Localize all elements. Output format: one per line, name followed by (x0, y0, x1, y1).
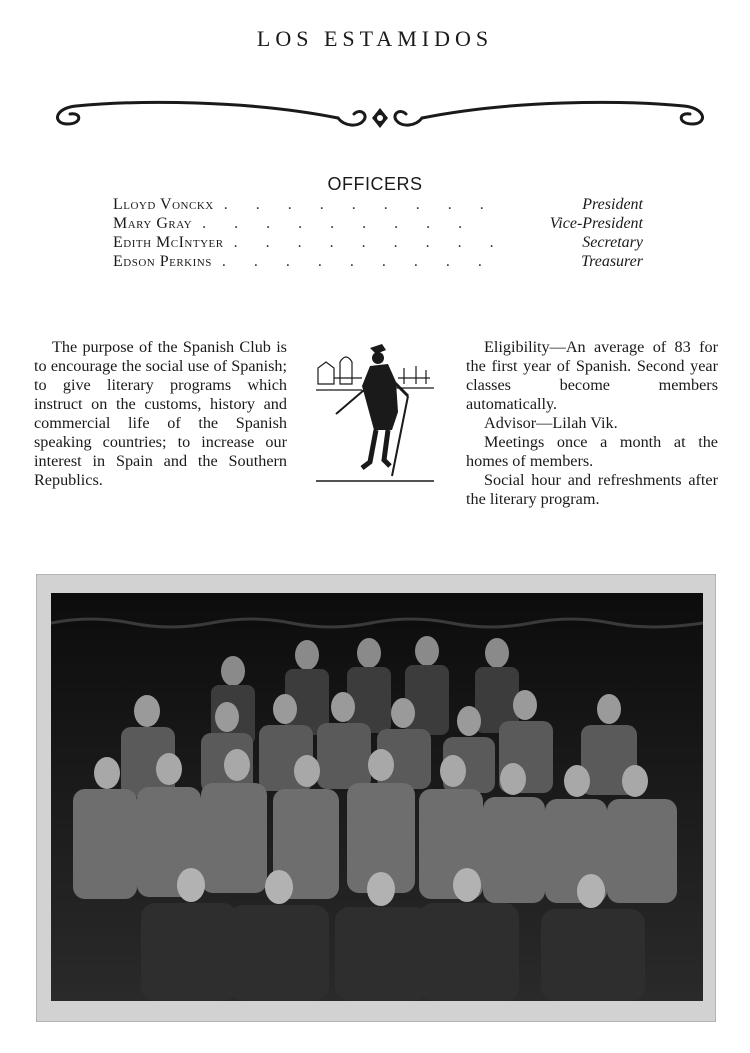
officer-name: Edson Perkins (113, 253, 212, 270)
club-purpose-column (34, 338, 287, 490)
page-title: LOS ESTAMIDOS (256, 26, 494, 51)
officers-list (113, 195, 643, 271)
officer-role: Treasurer (581, 253, 643, 270)
leader-dots: ......... (233, 234, 522, 251)
officers-heading: OFFICERS (327, 174, 423, 194)
ornamental-divider (48, 92, 712, 142)
officer-role: Vice-President (549, 215, 643, 232)
eligibility-paragraph: Eligibility—An average of 83 for the first year of Spanish. Second year classes become members automatically. (466, 338, 718, 413)
officer-role: Secretary (582, 234, 643, 251)
advisor-paragraph: Advisor—Lilah Vik. (484, 414, 618, 432)
officer-row (113, 214, 643, 233)
officer-row (113, 195, 643, 214)
purpose-paragraph: The purpose of the Spanish Club is to encourage the social use of Spanish; to give literary programs which instruct on the customs, history and commercial life of the Spanish speaking countries; to increase our interest in Spain and the Southern Republics. (34, 338, 287, 489)
officer-name: Edith McIntyer (113, 234, 224, 251)
social-paragraph: Social hour and refreshments after the literary program. (466, 471, 718, 508)
officer-row (113, 252, 643, 271)
officer-name: Lloyd Vonckx (113, 196, 214, 213)
officer-name: Mary Gray (113, 215, 193, 232)
group-photo (51, 593, 703, 1001)
leader-dots: ......... (223, 196, 512, 213)
meetings-paragraph: Meetings once a month at the homes of members. (466, 433, 718, 470)
officer-role: President (582, 196, 643, 213)
group-photo-frame (36, 574, 716, 1022)
club-info-column (466, 338, 718, 509)
spanish-gentleman-illustration (312, 338, 438, 486)
leader-dots: ......... (221, 253, 510, 270)
officer-row (113, 233, 643, 252)
leader-dots: ......... (202, 215, 491, 232)
